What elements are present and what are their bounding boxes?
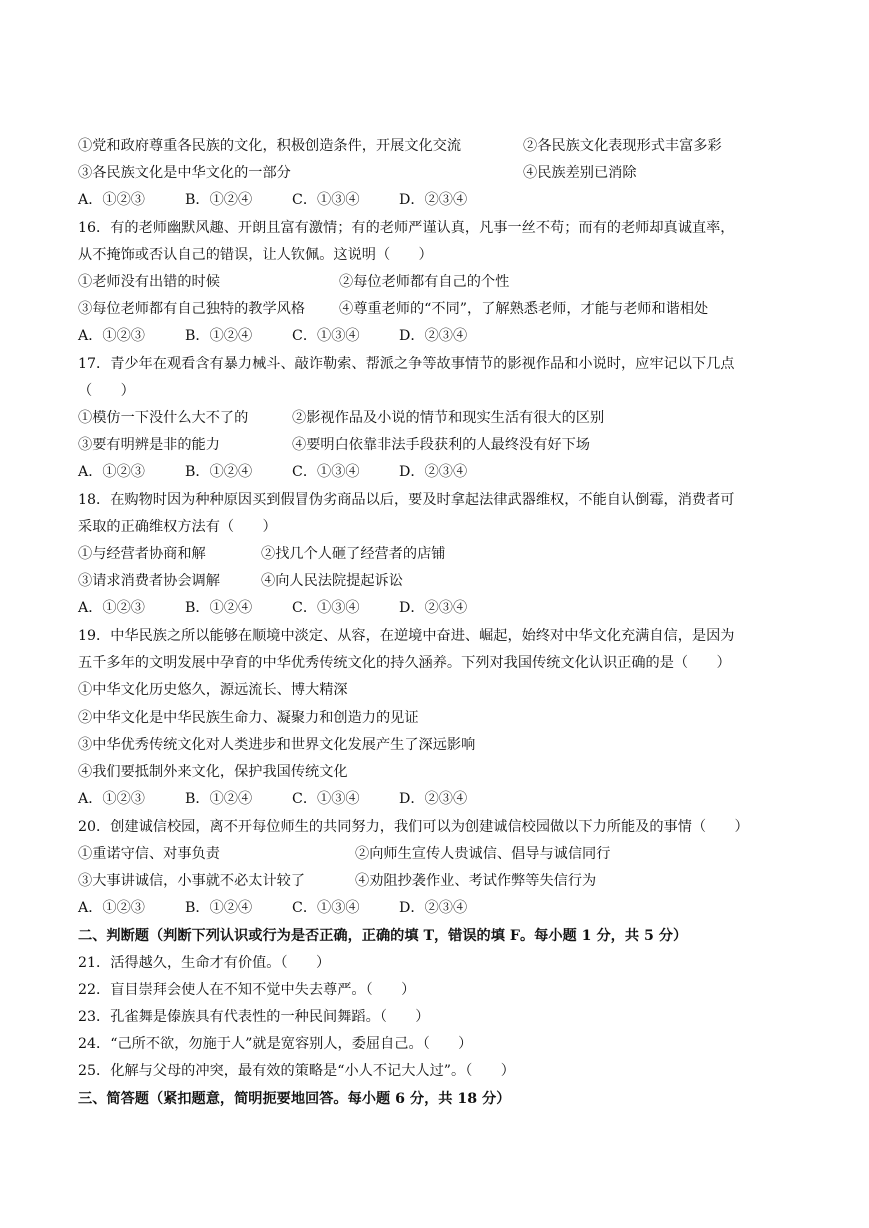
q16-choice-c: C．①③④ [292, 328, 360, 344]
q16-choice-a: A．①②③ [78, 328, 145, 344]
q15-options-row1 [78, 136, 722, 156]
q19-option-2: ②中华文化是中华民族生命力、凝聚力和创造力的见证 [78, 710, 419, 726]
q17-option-1: ①模仿一下没什么大不了的 [78, 410, 249, 426]
q20-options-row2 [78, 871, 597, 891]
q21-item: 21．活得越久，生命才有价值。（ ） [78, 955, 331, 971]
q18-option-1: ①与经营者协商和解 [78, 546, 206, 562]
q18-choice-a: A．①②③ [78, 600, 145, 616]
q17-choice-b: B．①②④ [185, 464, 253, 480]
q19-choice-a: A．①②③ [78, 791, 145, 807]
q16-option-1: ①老师没有出错的时候 [78, 274, 220, 290]
q20-option-4: ④劝阻抄袭作业、考试作弊等失信行为 [355, 873, 597, 889]
q19-option-3: ③中华优秀传统文化对人类进步和世界文化发展产生了深远影响 [78, 737, 476, 753]
q16-option-2: ②每位老师都有自己的个性 [339, 274, 510, 290]
q22-item: 22．盲目崇拜会使人在不知不觉中失去尊严。（ ） [78, 982, 416, 998]
q16-option-3: ③每位老师都有自己独特的教学风格 [78, 301, 306, 317]
q19-choice-c: C．①③④ [292, 791, 360, 807]
q18-option-2: ②找几个人砸了经营者的店铺 [261, 546, 446, 562]
q18-option-3: ③请求消费者协会调解 [78, 573, 220, 589]
q17-options-row2 [78, 435, 590, 455]
q15-choice-b: B．①②④ [185, 192, 253, 208]
q17-option-4: ④要明白依靠非法手段获利的人最终没有好下场 [292, 437, 590, 453]
q20-option-1: ①重诺守信、对事负责 [78, 846, 220, 862]
q20-choice-b: B．①②④ [185, 900, 253, 916]
q17-stem-line1: 17．青少年在观看含有暴力械斗、敲诈勒索、帮派之争等故事情节的影视作品和小说时，应牢记以下几点 [78, 356, 735, 372]
q19-option-4: ④我们要抵制外来文化，保护我国传统文化 [78, 764, 348, 780]
section2-heading: 二、判断题（判断下列认识或行为是否正确，正确的填 T，错误的填 F。每小题 1 分，共 5 分） [78, 928, 688, 944]
q18-option-4: ④向人民法院提起诉讼 [261, 573, 403, 589]
q24-item: 24．“己所不欲，勿施于人”就是宽容别人，委屈自己。（ ） [78, 1036, 473, 1052]
q16-options-row1 [78, 272, 510, 292]
q16-choice-d: D．②③④ [399, 328, 468, 344]
q18-options-row1 [78, 544, 446, 564]
q20-stem-line1: 20．创建诚信校园，离不开每位师生的共同努力，我们可以为创建诚信校园做以下力所能及的事情（ ） [78, 819, 749, 835]
q16-stem-line2: 从不掩饰或否认自己的错误，让人钦佩。这说明（ ） [78, 247, 433, 263]
q20-option-2: ②向师生宣传人贵诚信、倡导与诚信同行 [355, 846, 611, 862]
q20-choice-a: A．①②③ [78, 900, 145, 916]
q19-choice-d: D．②③④ [399, 791, 468, 807]
q19-stem-line1: 19．中华民族之所以能够在顺境中淡定、从容，在逆境中奋进、崛起，始终对中华文化充满自信，是因为 [78, 628, 735, 644]
q16-option-4: ④尊重老师的“不同”，了解熟悉老师，才能与老师和谐相处 [339, 301, 709, 317]
q17-choice-c: C．①③④ [292, 464, 360, 480]
q18-stem-line1: 18．在购物时因为种种原因买到假冒伪劣商品以后，要及时拿起法律武器维权，不能自认倒霉，消费者可 [78, 492, 735, 508]
q15-choice-d: D．②③④ [399, 192, 468, 208]
q20-choice-c: C．①③④ [292, 900, 360, 916]
q20-option-3: ③大事讲诚信，小事就不必太计较了 [78, 873, 306, 889]
q18-choice-d: D．②③④ [399, 600, 468, 616]
q17-options-row1 [78, 408, 605, 428]
q20-choice-d: D．②③④ [399, 900, 468, 916]
q15-choice-a: A．①②③ [78, 192, 145, 208]
q17-choice-a: A．①②③ [78, 464, 145, 480]
q25-item: 25．化解与父母的冲突，最有效的策略是“小人不记大人过”。（ ） [78, 1063, 515, 1079]
q15-option-4: ④民族差别已消除 [523, 165, 637, 181]
q18-stem-line2: 采取的正确维权方法有（ ） [78, 519, 277, 535]
q15-choice-c: C．①③④ [292, 192, 360, 208]
section3-heading: 三、简答题（紧扣题意，简明扼要地回答。每小题 6 分，共 18 分） [78, 1091, 511, 1107]
q17-stem-line2: （ ） [78, 383, 135, 399]
q15-option-1: ①党和政府尊重各民族的文化，积极创造条件，开展文化交流 [78, 138, 462, 154]
q16-stem-line1: 16．有的老师幽默风趣、开朗且富有激情；有的老师严谨认真，凡事一丝不苟；而有的老师却真诚直率， [78, 220, 735, 236]
q15-option-3: ③各民族文化是中华文化的一部分 [78, 165, 291, 181]
q16-options-row2 [78, 299, 709, 319]
q17-option-3: ③要有明辨是非的能力 [78, 437, 220, 453]
q23-item: 23．孔雀舞是傣族具有代表性的一种民间舞蹈。（ ） [78, 1009, 430, 1025]
q20-options-row1 [78, 844, 611, 864]
q18-choice-b: B．①②④ [185, 600, 253, 616]
q17-option-2: ②影视作品及小说的情节和现实生活有很大的区别 [292, 410, 605, 426]
q18-options-row2 [78, 571, 403, 591]
q17-choice-d: D．②③④ [399, 464, 468, 480]
q16-choice-b: B．①②④ [185, 328, 253, 344]
q19-option-1: ①中华文化历史悠久，源远流长、博大精深 [78, 682, 348, 698]
q18-choice-c: C．①③④ [292, 600, 360, 616]
q15-option-2: ②各民族文化表现形式丰富多彩 [523, 138, 722, 154]
q19-choice-b: B．①②④ [185, 791, 253, 807]
q19-stem-line2: 五千多年的文明发展中孕育的中华优秀传统文化的持久涵养。下列对我国传统文化认识正确的是（ ） [78, 655, 731, 671]
q15-options-row2 [78, 163, 637, 183]
